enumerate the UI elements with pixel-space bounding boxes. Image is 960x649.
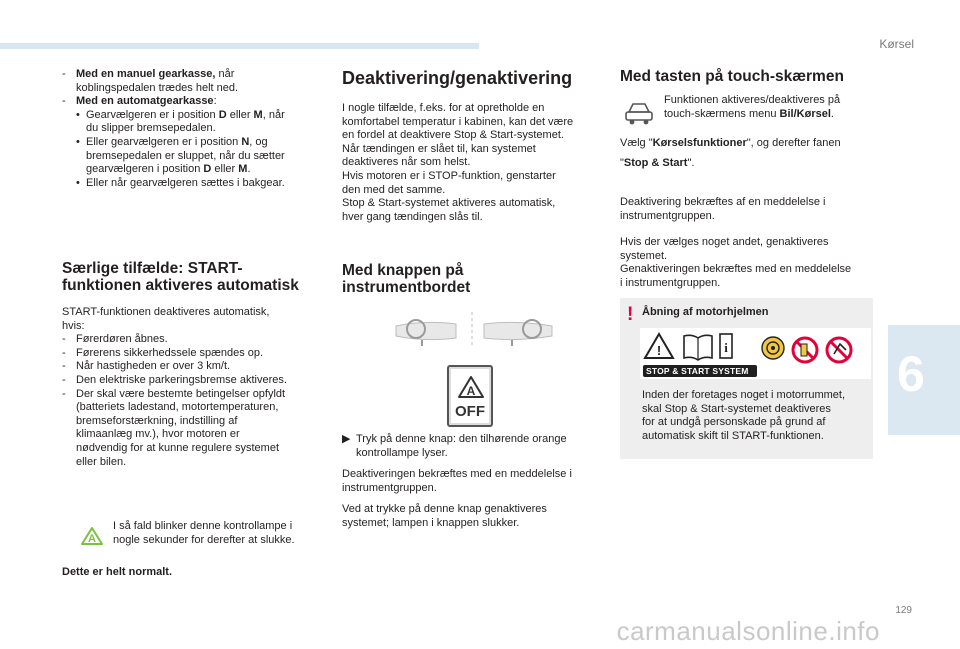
deactivation-body: I nogle tilfælde, f.eks. for at opretholde en komfortabel temperatur i kabinen, kan det være en fordel at deaktivere Stop & Start-systemet. Når tændingen er slået til, kan systemet deaktiveres når som helst. Hvis motoren er i STOP-funktion, genstarter den med det samme. Stop & Start-systemet aktiveres automatisk, hver gang tændingen slås til. [342, 102, 574, 223]
touch-func-note: Funktionen aktiveres/deaktiveres på touch-skærmens menu Bil/Kørsel. [664, 94, 841, 120]
stop-start-icon [457, 375, 485, 399]
svg-text:i: i [724, 340, 728, 355]
gearbox-list [62, 68, 322, 190]
list-item: - Med en manuel gearkasse, når koblingspedalen trædes helt ned. [62, 68, 239, 94]
section-label: Kørsel [879, 37, 914, 51]
list-item: • Eller gearvælgeren er i position N, og bremsepedalen er sluppet, når du sætter gearvælgeren i position D eller M. [76, 135, 285, 176]
reactivate-note: Ved at trykke på denne knap genaktiveres systemet; lampen i knappen slukker. [342, 503, 547, 529]
touch-screen-title: Med tasten på touch-skærmen [620, 68, 844, 85]
arrow-icon: ▶ [342, 433, 351, 445]
dashboard-illustration [394, 310, 554, 355]
list-item: - Med en automatgearkasse: [62, 95, 217, 108]
list-item: • Eller når gearvælgeren sættes i bakgear. [76, 176, 285, 189]
blink-note: I så fald blinker denne kontrollampe i nogle sekunder for derefter at slukke. [113, 520, 295, 546]
deactivate-confirm: Deaktivering bekræftes af en meddelelse i instrumentgruppen. [620, 196, 826, 222]
chapter-number: 6 [897, 346, 925, 402]
list-item: - Førerens sikkerhedssele spændes op. [62, 346, 264, 359]
choose-note: Vælg "Kørselsfunktioner", og derefter fanen "Stop & Start". [620, 137, 841, 169]
list-item: - Når hastigheden er over 3 km/t. [62, 360, 231, 373]
button-subtitle: Med knappen på instrumentbordet [342, 262, 471, 296]
hood-warning-sticker [640, 328, 871, 379]
special-title: Særlige tilfælde: START- funktionen aktiveres automatisk [62, 260, 299, 294]
top-bar [0, 43, 479, 49]
press-note: ▶ Tryk på denne knap: den tilhørende orange kontrollampe lyser. [342, 433, 567, 459]
special-body: START-funktionen deaktiveres automatisk, hvis: - Førerdøren åbnes. - Førerens sikkerhedssele spændes op. - Når hastigheden er over 3 km/t. - Den elektriske parkeringsbremse aktiveres. - Der skal være bestemte betingelser opfyldt (batteriets ladestand, motortemperaturen, bremseforstærkning, indstilling af klimaanlæg mv.), hvor motoren er nødvendig for at kunne regulere systemet eller bilen. [62, 306, 327, 469]
confirm-note: Deaktiveringen bekræftes med en meddelelse i instrumentgruppen. [342, 468, 572, 494]
car-icon [624, 100, 654, 131]
page-number: 129 [895, 605, 912, 616]
svg-text:A: A [88, 533, 96, 545]
warning-text: Inden der foretages noget i motorrummet, skal Stop & Start-systemet deaktiveres for at undgå personskade på grund af automatisk skift til START-funktionen. [642, 389, 845, 442]
svg-text:A: A [466, 384, 476, 398]
stop-start-off-button[interactable] [447, 365, 493, 427]
svg-text:!: ! [656, 343, 662, 358]
sticker-label: STOP & START SYSTEM [646, 366, 749, 376]
warning-icon: ! [627, 304, 634, 325]
other-note: Hvis der vælges noget andet, genaktiveres systemet. Genaktiveringen bekræftes med en meddelelse i instrumentgruppen. [620, 236, 852, 289]
button-off-label: OFF [455, 403, 485, 420]
stop-start-indicator-icon [80, 526, 104, 551]
deactivation-title: Deaktivering/genaktivering [342, 68, 573, 88]
normal-note: Dette er helt normalt. [62, 566, 173, 578]
warning-title: Åbning af motorhjelmen [642, 306, 769, 318]
list-item: - Førerdøren åbnes. [62, 333, 168, 346]
list-item: - Der skal være bestemte betingelser opfyldt (batteriets ladestand, motortemperaturen, bremseforstærkning, indstilling af klimaanlæg mv.), hvor motoren er nødvendig for at kunne regulere systemet eller bilen. [62, 387, 286, 468]
watermark: carmanualsonline.info [616, 616, 880, 646]
list-item: - Den elektriske parkeringsbremse aktiveres. [62, 373, 287, 386]
list-item: • Gearvælgeren er i position D eller M, når du slipper bremsepedalen. [76, 108, 285, 135]
